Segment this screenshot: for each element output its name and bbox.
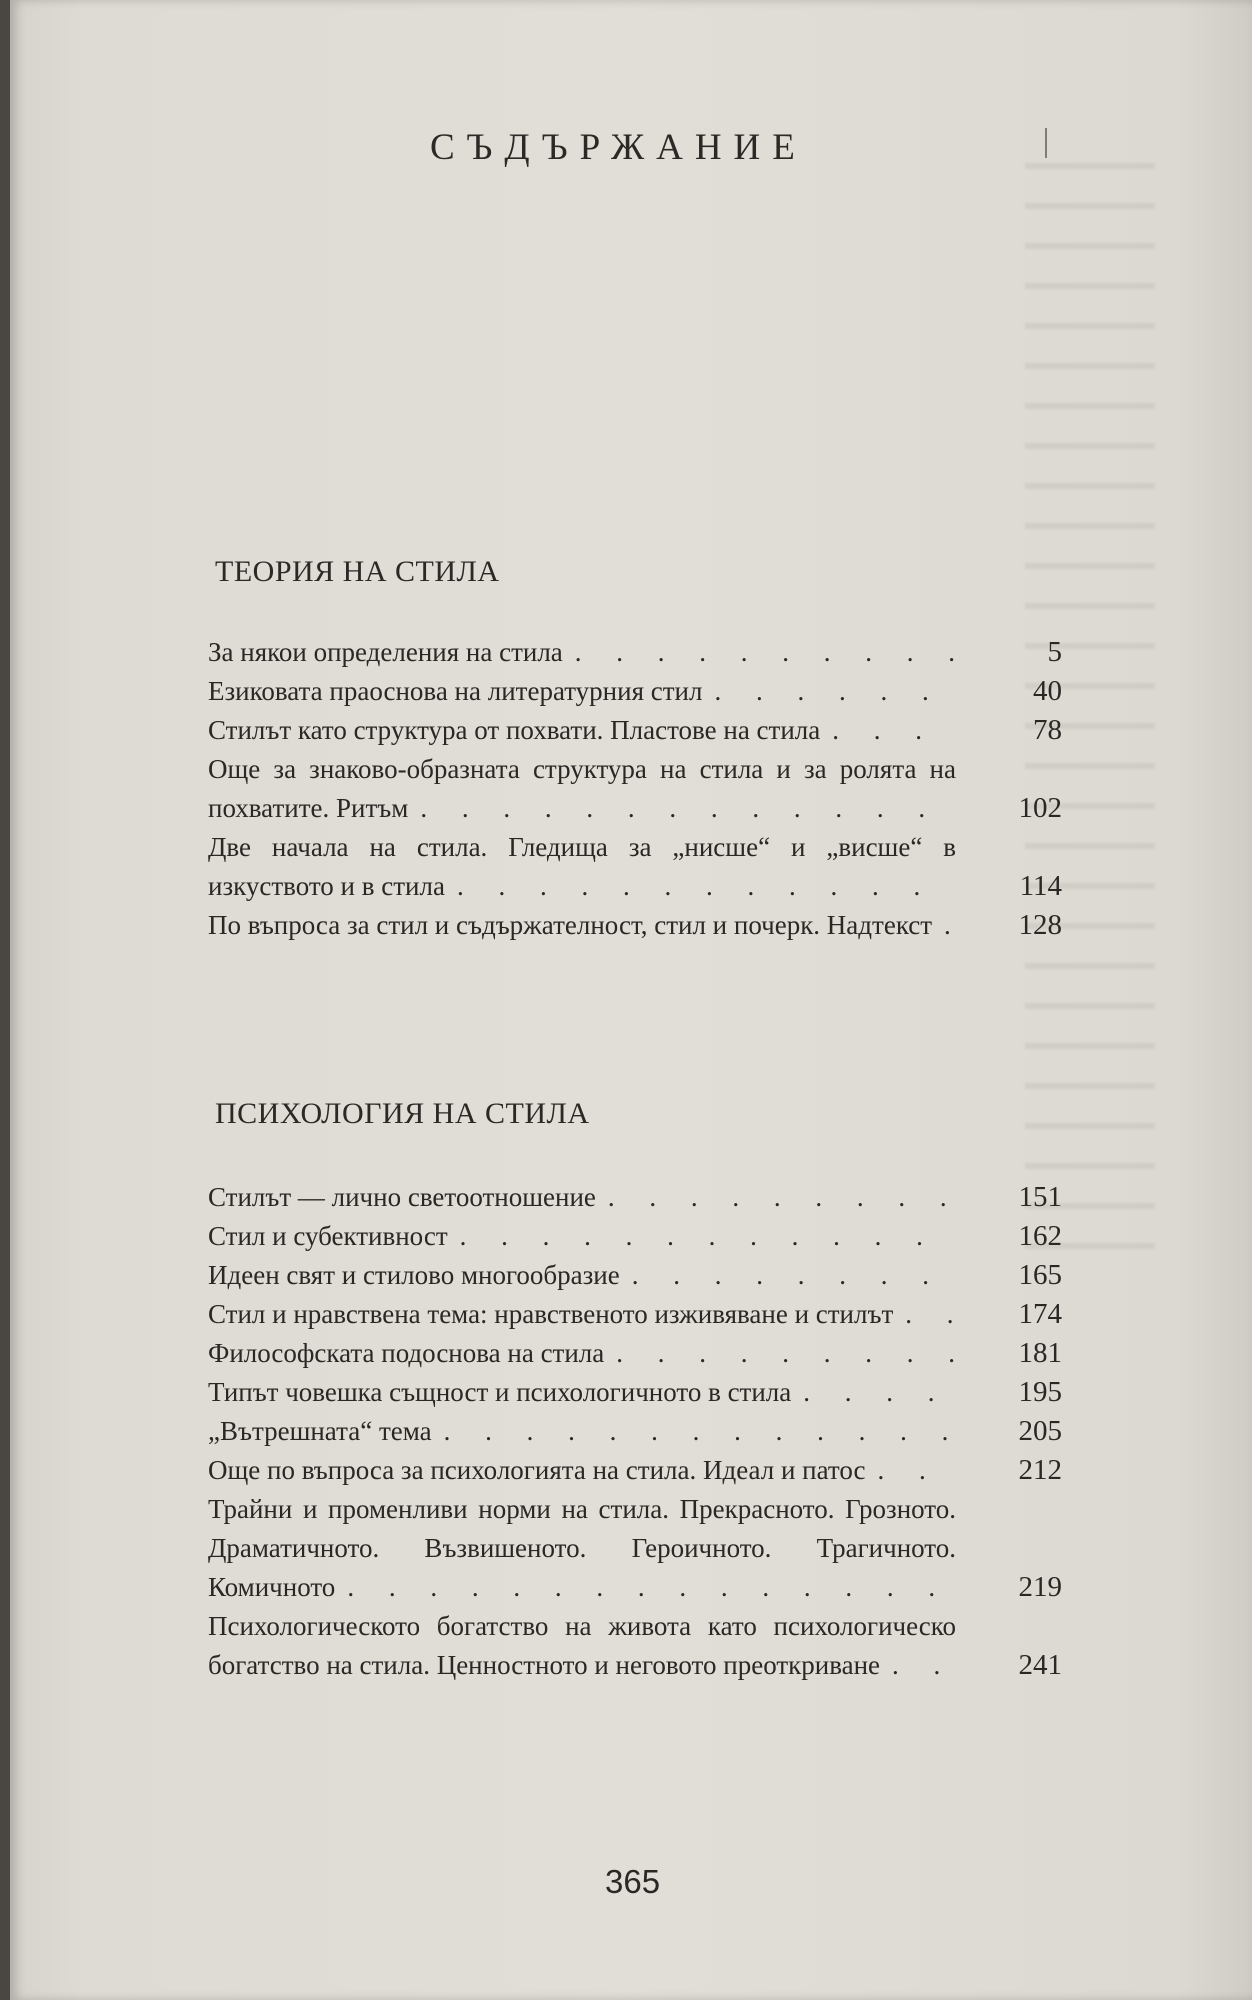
book-page [10,0,1252,2000]
toc-entry-title: Трайни и променливи норми на стила. Прекрасното. Грозното. Драматичното. Възвишеното. Героичното. Трагичното. Комичното . . . [208,1490,956,1607]
toc-entry-page: 219 [1018,1571,1062,1603]
toc-entry[interactable] [208,1607,1070,1685]
toc-entry-page: 78 [1033,714,1062,746]
toc-entry[interactable] [208,1178,1070,1217]
toc-entry-page: 174 [1018,1298,1062,1330]
toc-entry-page: 162 [1018,1220,1062,1252]
toc-entry-page: 128 [1018,909,1062,941]
toc-entry-title: За някои определения на стила . . . [208,633,956,672]
toc-entry-page: 205 [1018,1415,1062,1447]
toc-entry-page: 195 [1018,1376,1062,1408]
toc-entry[interactable] [208,1373,1070,1412]
toc-entry-title: Още за знаково-образната структура на стила и за ролята на похватите. Ритъм . . . [208,750,956,828]
toc-entry-page: 241 [1018,1649,1062,1681]
toc-entry[interactable] [208,1412,1070,1451]
toc-entry-page: 102 [1018,792,1062,824]
section-heading-psychology: ПСИХОЛОГИЯ НА СТИЛА [215,1097,590,1130]
toc-entry-title: Езиковата праоснова на литературния стил . . . [208,672,956,711]
toc-entry[interactable] [208,1295,1070,1334]
section-heading-theory: ТЕОРИЯ НА СТИЛА [215,555,500,588]
toc-entry-title: Стил и нравствена тема: нравственото изживяване и стилът . . . [208,1295,956,1334]
toc-entry-title: Стилът като структура от похвати. Пластове на стила . . . [208,711,956,750]
margin-mark [1045,128,1047,158]
toc-entry-title: По въпроса за стил и съдържателност, стил и почерк. Надтекст . . . [208,906,956,945]
toc-entry-page: 114 [1019,870,1062,902]
toc-entry-page: 5 [1047,636,1062,668]
toc-entry-title: Философската подоснова на стила . . . [208,1334,956,1373]
toc-entry[interactable] [208,1217,1070,1256]
toc-entry-page: 151 [1018,1181,1062,1213]
toc-entry-title: Стил и субективност . . . [208,1217,956,1256]
toc-entry-title: Още по въпроса за психологията на стила. Идеал и патос . . . [208,1451,956,1490]
toc-entry[interactable] [208,1256,1070,1295]
page-title: СЪДЪРЖАНИЕ [430,127,807,168]
toc-entry[interactable] [208,633,1070,672]
toc-entry-page: 40 [1033,675,1062,707]
toc-entry[interactable] [208,906,1070,945]
toc-entry-page: 165 [1018,1259,1062,1291]
toc-entry[interactable] [208,672,1070,711]
toc-entry-page: 181 [1018,1337,1062,1369]
toc-entry-title: Психологическото богатство на живота като психологическо богатство на стила. Ценностното и неговото преоткриване . . . [208,1607,956,1685]
toc-list-psychology [208,1178,1070,1685]
toc-entry-title: Типът човешка същност и психологичното в стила . . . [208,1373,956,1412]
toc-entry-title: Стилът — лично светоотношение . . . [208,1178,956,1217]
toc-entry-page: 212 [1018,1454,1062,1486]
toc-entry-title: Идеен свят и стилово многообразие . . . [208,1256,956,1295]
toc-entry[interactable] [208,1451,1070,1490]
toc-entry[interactable] [208,711,1070,750]
page-number: 365 [605,1863,661,1900]
toc-entry[interactable] [208,1490,1070,1607]
toc-entry-title: „Вътрешната“ тема . . . [208,1412,956,1451]
toc-entry-title: Две начала на стила. Гледища за „нисше“ и „висше“ в изкуството и в стила . . . [208,828,956,906]
toc-entry[interactable] [208,750,1070,828]
toc-entry[interactable] [208,828,1070,906]
toc-list-theory [208,633,1070,945]
toc-entry[interactable] [208,1334,1070,1373]
